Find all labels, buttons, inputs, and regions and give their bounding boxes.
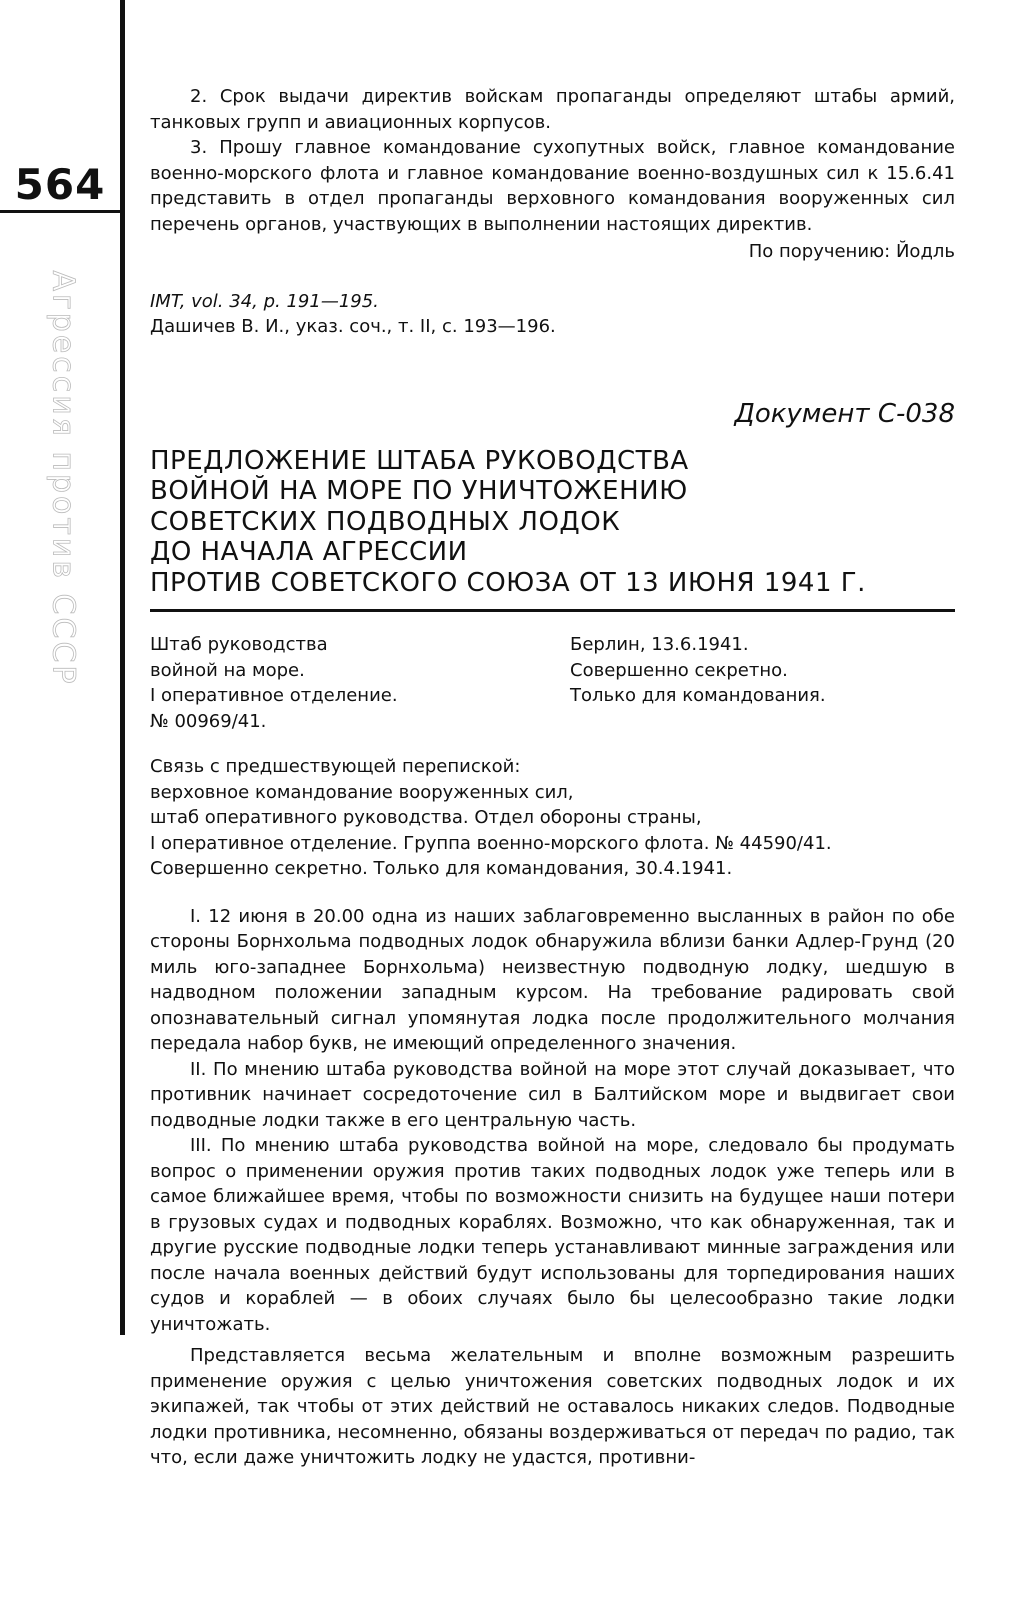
header-sender: [150, 632, 570, 734]
title-line: СОВЕТСКИХ ПОДВОДНЫХ ЛОДОК: [150, 506, 621, 537]
body-paragraph-2: II. По мнению штаба руководства войной на море этот случай доказывает, что противник начинает сосредоточение сил в Балтийском море и выдвигает свои подводные лодки также в его центральную часть.: [150, 1058, 955, 1131]
correspondence-line: штаб оперативного руководства. Отдел обороны страны,: [150, 807, 702, 828]
body-paragraph-4: Представляется весьма желательным и вполне возможным разрешить применение оружия с целью уничтожения советских подводных лодок и их экипажей, так чтобы от этих действий не оставалось никаких следов. Подводные лодки противника, несомненно, обязаны воздерживаться от передач по радио, так что, если даже уничтожить лодку не удастся, противни-: [150, 1345, 955, 1468]
title-line: ПРОТИВ СОВЕТСКОГО СОЮЗА ОТ 13 ИЮНЯ 1941 Г.: [150, 567, 866, 598]
document-header: [150, 632, 955, 734]
correspondence-line: Совершенно секретно. Только для командования, 30.4.1941.: [150, 858, 733, 879]
correspondence-line: Связь с предшествующей перепиской:: [150, 756, 521, 777]
body-paragraph-3: III. По мнению штаба руководства войной на море, следовало бы продумать вопрос о применении оружия против таких подводных лодок уже теперь или в самое ближайшее время, чтобы по возможности снизить на будущее наши потери в грузовых судах и подводных кораблях. Возможно, что как обнаруженная, так и другие русские подводные лодки теперь устанавливают минные заграждения или после начала военных действий будут использованы для торпедирования наших судов и кораблей — в обоих случаях было бы целесообразно такие лодки уничтожать.: [150, 1135, 955, 1335]
signature: По поручению: Йодль: [748, 241, 955, 262]
header-line: № 00969/41.: [150, 710, 267, 732]
title-line: ПРЕДЛОЖЕНИЕ ШТАБА РУКОВОДСТВА: [150, 445, 689, 476]
margin-rule: [120, 0, 125, 1335]
body-paragraph-1: I. 12 июня в 20.00 одна из наших заблаговременно высланных в район по обе стороны Борнхольма подводных лодок обнаружила вблизи банки Адлер-Грунд (20 миль юго-западнее Борнхольма) неизвестную подводную лодку, шедшую в надводном положении западным курсом. На требование радировать свой опознавательный сигнал упомянутая лодка после продолжительного молчания передала набор букв, не имеющий определенного значения.: [150, 905, 955, 1054]
header-line: Совершенно секретно.: [570, 659, 788, 681]
header-line: войной на море.: [150, 659, 305, 681]
previous-paragraph-3: 3. Прошу главное командование сухопутных войск, главное командование военно-морского флота и главное командование военно-воздушных сил к 15.6.41 представить в отдел пропаганды верховного командования вооруженных сил перечень органов, участвующих в выполнении настоящих директив.: [150, 137, 955, 235]
page-content: [150, 84, 955, 1471]
reference-dashichev: Дашичев В. И., указ. соч., т. II, с. 193—196.: [150, 316, 556, 337]
title-line: ДО НАЧАЛА АГРЕССИИ: [150, 537, 468, 567]
header-place-date: [570, 632, 955, 734]
document-body: [150, 904, 955, 1471]
correspondence-line: верховное командование вооруженных сил,: [150, 781, 574, 803]
document-label: Документ С-038: [734, 398, 955, 429]
header-line: Берлин, 13.6.1941.: [570, 634, 749, 655]
previous-paragraph-2: 2. Срок выдачи директив войскам пропаганды определяют штабы армий, танковых групп и авиационных корпусов.: [150, 86, 955, 133]
reference-imt: IMT, vol. 34, p. 191—195.: [150, 290, 379, 312]
header-line: I оперативное отделение.: [150, 685, 398, 706]
correspondence-line: I оперативное отделение. Группа военно-морского флота. № 44590/41.: [150, 832, 832, 854]
title-line: ВОЙНОЙ НА МОРЕ ПО УНИЧТОЖЕНИЮ: [150, 476, 688, 506]
title-rule: [150, 609, 955, 612]
header-line: Только для командования.: [570, 685, 826, 706]
page-number-rule: [0, 210, 120, 213]
running-head-container: [38, 228, 88, 728]
correspondence-reference: [150, 754, 955, 882]
page-number: 564: [14, 160, 106, 209]
references: [150, 289, 955, 340]
running-head: Агрессия против СССР: [45, 270, 81, 686]
document-title: [150, 446, 955, 599]
header-line: Штаб руководства: [150, 634, 328, 655]
